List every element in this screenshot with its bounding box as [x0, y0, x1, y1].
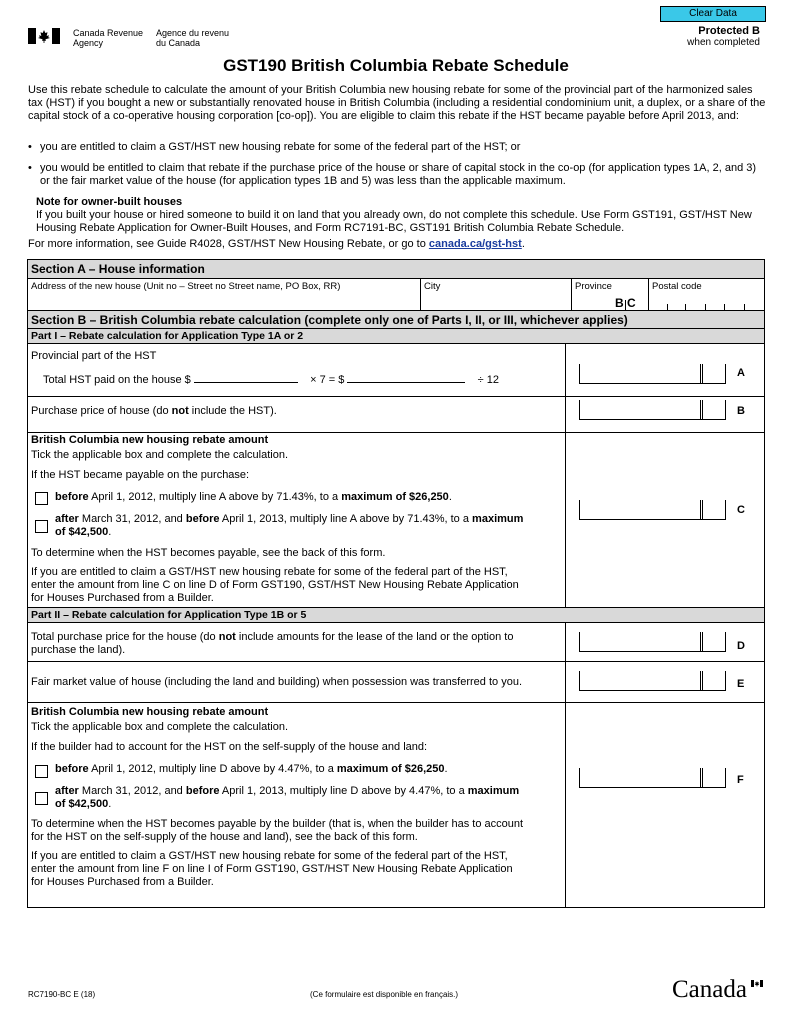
part-2-rebate-title: British Columbia new housing rebate amount — [31, 706, 269, 718]
part-1-after-label: after March 31, 2012, and before April 1, 2013, multiply line A above by 71.43%, to a maximum of $42,500. — [55, 513, 524, 538]
part-2-before-checkbox[interactable] — [35, 765, 48, 778]
line-b-code: B — [737, 405, 745, 417]
part-1-determine: To determine when the HST becomes payable, see the back of this form. — [31, 547, 386, 559]
part-1-title: Part I – Rebate calculation for Application Type 1A or 2 — [31, 330, 304, 342]
part-2-if-builder: If the builder had to account for the HST on the self-supply of the house and land: — [31, 741, 428, 753]
section-b-title: Section B – British Columbia rebate calculation (complete only one of Parts I, II, or III, whichever applies) — [31, 313, 628, 327]
hst-times-seven-input[interactable] — [347, 382, 465, 383]
wordmark-flag-icon — [751, 974, 763, 981]
purchase-price-label: Purchase price of house (do not include the HST). — [31, 405, 277, 417]
part-1-after-checkbox[interactable] — [35, 520, 48, 533]
fmv-label: Fair market value of house (including the land and building) when possession was transferred to you. — [31, 676, 522, 688]
part-2-entitled: If you are entitled to claim a GST/HST new housing rebate for some of the federal part of the HST, enter the amount from line F on line I of Form GST190, GST/HST New Housing Rebate Application for Houses Purchased from a Builder. — [31, 850, 513, 888]
page-title: GST190 British Columbia Rebate Schedule — [223, 56, 569, 75]
province-label: Province — [575, 281, 612, 292]
agency-name-en: Canada Revenue Agency — [73, 28, 144, 48]
canada-gst-hst-link[interactable]: canada.ca/gst-hst — [428, 238, 522, 250]
part-1-before-checkbox[interactable] — [35, 492, 48, 505]
section-a-title: Section A – House information — [31, 262, 205, 276]
line-d-input[interactable] — [579, 632, 726, 652]
agency-name-fr: Agence du revenu du Canada — [156, 28, 230, 48]
intro-bullet-2: • you would be entitled to claim that rebate if the purchase price of the house or share of capital stock in the co-op (for application types 1A, 2, and 3) or the fair market value of the house (for application types 1B and 5) was less than the applicable maximum. — [28, 162, 768, 188]
protected-label: Protected B when completed — [687, 25, 760, 48]
part-2-tick-text: Tick the applicable box and complete the calculation. — [31, 721, 289, 733]
postal-code-label: Postal code — [652, 281, 702, 292]
province-value[interactable]: B C — [615, 296, 636, 310]
note-title: Note for owner-built houses — [36, 196, 183, 208]
line-c-code: C — [737, 504, 745, 516]
line-e-code: E — [737, 678, 745, 690]
form-code: RC7190-BC E (18) — [28, 990, 96, 999]
address-input[interactable] — [28, 279, 420, 310]
line-f-code: F — [737, 774, 744, 786]
rebate-form — [27, 259, 765, 908]
intro-paragraph: Use this rebate schedule to calculate the amount of your British Columbia new housing rebate for some of the provincial part of the harmonized sales tax (HST) if you bought a new or substantially renovated house in British Columbia (including a residential condominium unit, a duplex, or a share of the capital stock of a co-operative housing corporation [co-op]). You are eligible to claim this rebate if the HST became payable before April 2013, and: — [28, 84, 766, 122]
french-availability: (Ce formulaire est disponible en français.) — [310, 990, 459, 999]
part-2-after-label: after March 31, 2012, and before April 1, 2013, multiply line D above by 4.47%, to a maximum of $42,500. — [55, 785, 520, 810]
line-e-input[interactable] — [579, 671, 726, 691]
provincial-part-label: Provincial part of the HST — [31, 350, 157, 362]
part-1-entitled: If you are entitled to claim a GST/HST new housing rebate for some of the federal part of the HST, enter the amount from line C on line D of Form GST190, GST/HST New Housing Rebate Application for Houses Purchased from a Builder. — [31, 566, 519, 604]
total-purchase-label: Total purchase price for the house (do not include amounts for the lease of the land or the option to purchase the land). — [31, 631, 514, 656]
part-1-before-label: before April 1, 2012, multiply line A above by 71.43%, to a maximum of $26,250. — [55, 491, 452, 503]
intro-bullet-1: • you are entitled to claim a GST/HST new housing rebate for some of the federal part of the HST; or — [28, 141, 768, 154]
line-d-code: D — [737, 640, 745, 652]
total-hst-row: Total HST paid on the house $ × 7 = $ ÷ 12 — [43, 374, 499, 386]
part-1-rebate-title: British Columbia new housing rebate amount — [31, 434, 269, 446]
city-input[interactable] — [421, 279, 571, 310]
address-label: Address of the new house (Unit no – Street no Street name, PO Box, RR) — [31, 281, 341, 292]
part-1-if-hst: If the HST became payable on the purchase: — [31, 469, 250, 481]
part-1-tick-text: Tick the applicable box and complete the calculation. — [31, 449, 289, 461]
part-2-after-checkbox[interactable] — [35, 792, 48, 805]
note-text: If you built your house or hired someone to build it on land that you already own, do not complete this schedule. Use Form GST191, GST/HST New Housing Rebate Application for Owner-Built Houses, and Form RC7191-BC, GST191 British Columbia Rebate Schedule. — [36, 209, 752, 234]
part-2-determine: To determine when the HST becomes payable by the builder (that is, when the builder has to account for the HST on the self-supply of the house and land), see the back of this form. — [31, 818, 524, 843]
line-a-input[interactable] — [579, 364, 726, 384]
line-c-input[interactable] — [579, 500, 726, 520]
total-hst-input[interactable] — [194, 382, 298, 383]
canada-flag-icon — [28, 28, 60, 44]
line-b-input[interactable] — [579, 400, 726, 420]
line-f-input[interactable] — [579, 768, 726, 788]
part-2-title: Part II – Rebate calculation for Application Type 1B or 5 — [31, 609, 307, 621]
clear-data-button[interactable]: Clear Data — [660, 6, 766, 22]
city-label: City — [424, 281, 441, 292]
canada-wordmark: Canada — [672, 976, 747, 1003]
part-2-before-label: before April 1, 2012, multiply line D above by 4.47%, to a maximum of $26,250. — [55, 763, 448, 775]
line-a-code: A — [737, 367, 745, 379]
more-info: For more information, see Guide R4028, GST/HST New Housing Rebate, or go to canada.ca/gst-hst. — [28, 238, 525, 250]
